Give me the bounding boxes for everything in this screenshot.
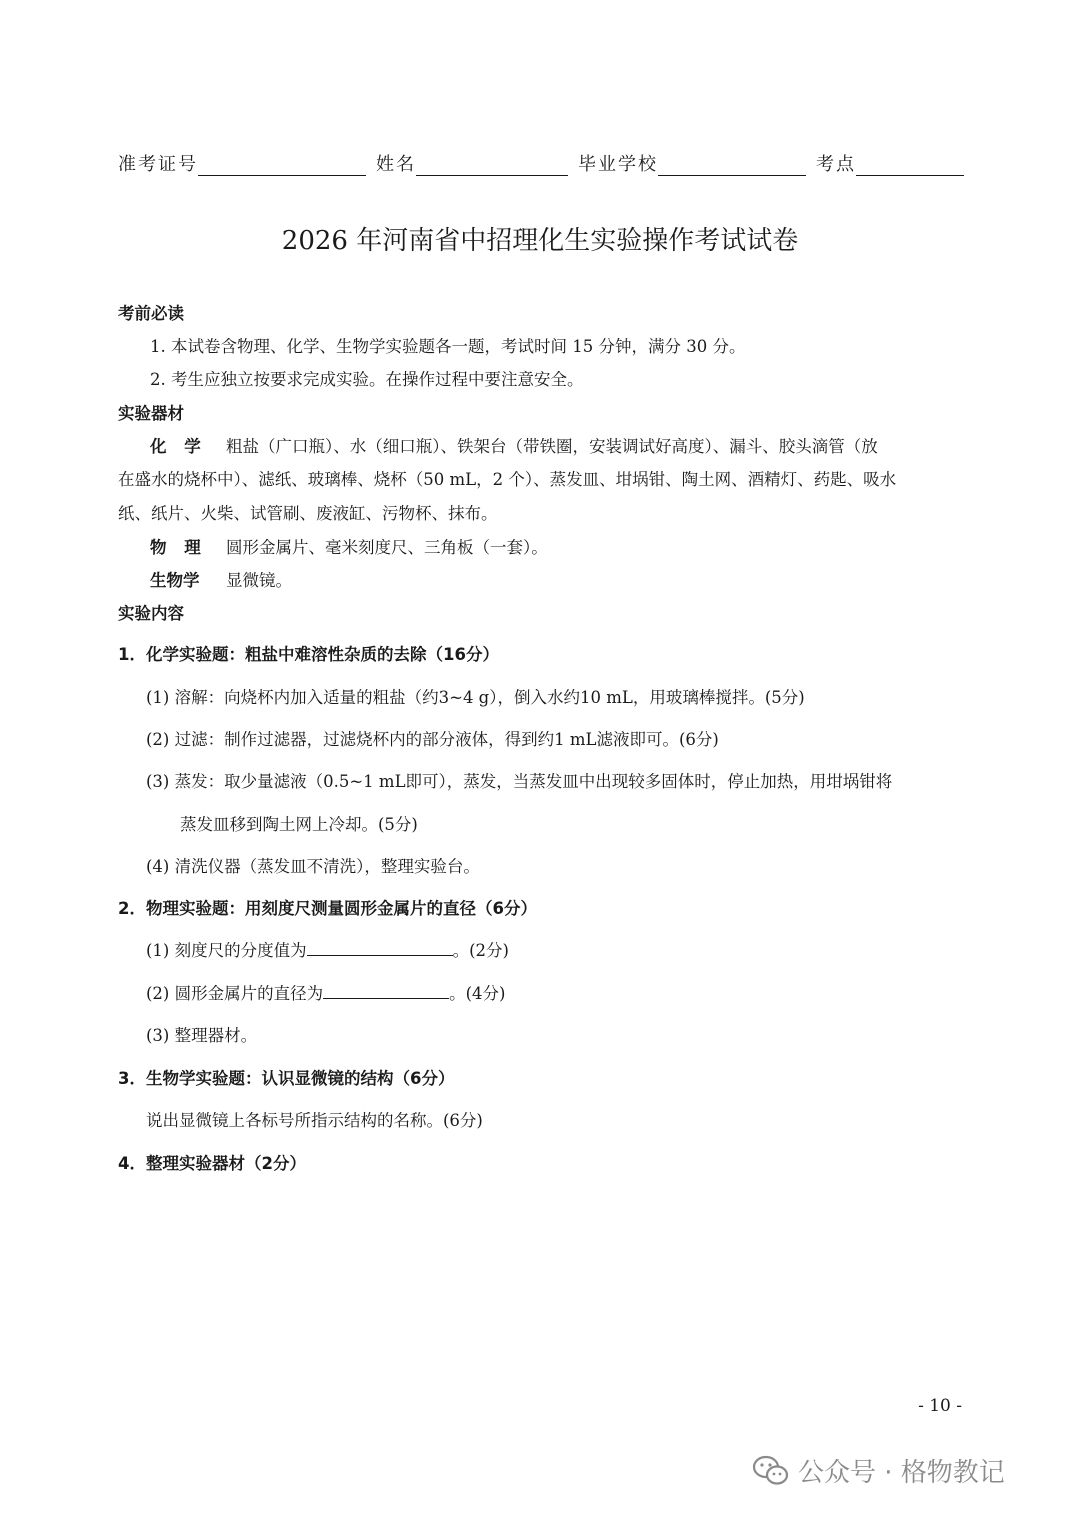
biology-equipment-text: 显微镜。 xyxy=(226,571,292,590)
equipment-heading: 实验器材 xyxy=(118,404,184,423)
q1-step-3: (3) 蒸发：取少量滤液（0.5~1 mL即可），蒸发，当蒸发皿中出现较多固体时，停止加热，用坩埚钳将 xyxy=(146,772,893,791)
chemistry-equipment-text-1: 粗盐（广口瓶）、水（细口瓶）、铁架台（带铁圈，安装调试好高度）、漏斗、胶头滴管（放 xyxy=(226,437,878,456)
page-title: 2026 年河南省中招理化生实验操作考试试卷 xyxy=(281,226,799,256)
wechat-icon xyxy=(752,1454,790,1488)
q2-title: 2．物理实验题：用刻度尺测量圆形金属片的直径（6分） xyxy=(118,899,537,918)
physics-equipment-line xyxy=(150,534,548,558)
watermark xyxy=(752,1452,1005,1489)
q3-text: 说出显微镜上各标号所指示结构的名称。(6分) xyxy=(146,1111,483,1130)
site-blank xyxy=(856,155,964,176)
must-read-heading: 考前必读 xyxy=(118,304,184,323)
chemistry-label: 化 学 xyxy=(150,437,207,456)
name-blank xyxy=(416,155,568,176)
division-value-blank xyxy=(307,939,453,956)
q1-title: 1．化学实验题：粗盐中难溶性杂质的去除（16分） xyxy=(118,645,499,664)
school-blank xyxy=(658,155,806,176)
q2-step-2 xyxy=(146,980,506,1004)
biology-equipment-line xyxy=(150,567,292,591)
q2-step-2-score: 。(4分) xyxy=(449,984,506,1003)
q1-step-2: (2) 过滤：制作过滤器，过滤烧杯内的部分液体，得到约1 mL滤液即可。(6分) xyxy=(146,730,719,749)
biology-label: 生物学 xyxy=(150,571,200,590)
school-label: 毕业学校 xyxy=(578,154,658,175)
q2-step-2-text: (2) 圆形金属片的直径为 xyxy=(146,984,324,1003)
site-label: 考点 xyxy=(816,154,856,175)
must-read-item-2: 2. 考生应独立按要求完成实验。在操作过程中要注意安全。 xyxy=(150,370,584,389)
exam-id-blank xyxy=(198,155,366,176)
watermark-text: 公众号 · 格物教记 xyxy=(798,1458,1005,1488)
page-number: - 10 - xyxy=(918,1396,962,1416)
physics-label: 物 理 xyxy=(150,538,207,557)
q1-step-4: (4) 清洗仪器（蒸发皿不清洗），整理实验台。 xyxy=(146,857,480,876)
content-heading: 实验内容 xyxy=(118,604,184,623)
chemistry-equipment-line-1 xyxy=(150,433,878,457)
physics-equipment-text: 圆形金属片、毫米刻度尺、三角板（一套）。 xyxy=(226,538,548,557)
q4-title: 4．整理实验器材（2分） xyxy=(118,1154,306,1173)
q1-step-3-cont: 蒸发皿移到陶土网上冷却。(5分) xyxy=(180,815,418,834)
q2-step-1 xyxy=(146,937,509,961)
diameter-blank xyxy=(323,982,449,999)
chemistry-equipment-line-3: 纸、纸片、火柴、试管刷、废液缸、污物杯、抹布。 xyxy=(118,504,498,523)
q2-step-3: (3) 整理器材。 xyxy=(146,1026,258,1045)
name-label: 姓名 xyxy=(376,154,416,175)
candidate-info-fields xyxy=(118,150,964,176)
q3-title: 3．生物学实验题：认识显微镜的结构（6分） xyxy=(118,1069,455,1088)
must-read-item-1: 1. 本试卷含物理、化学、生物学实验题各一题，考试时间 15 分钟，满分 30 分。 xyxy=(150,337,746,356)
q1-step-1: (1) 溶解：向烧杯内加入适量的粗盐（约3~4 g），倒入水约10 mL，用玻璃棒搅拌。(5分) xyxy=(146,688,805,707)
chemistry-equipment-line-2: 在盛水的烧杯中）、滤纸、玻璃棒、烧杯（50 mL，2 个）、蒸发皿、坩埚钳、陶土网、酒精灯、药匙、吸水 xyxy=(118,470,897,489)
q2-step-1-score: 。(2分) xyxy=(452,941,509,960)
exam-id-label: 准考证号 xyxy=(118,154,198,175)
q2-step-1-text: (1) 刻度尺的分度值为 xyxy=(146,941,307,960)
